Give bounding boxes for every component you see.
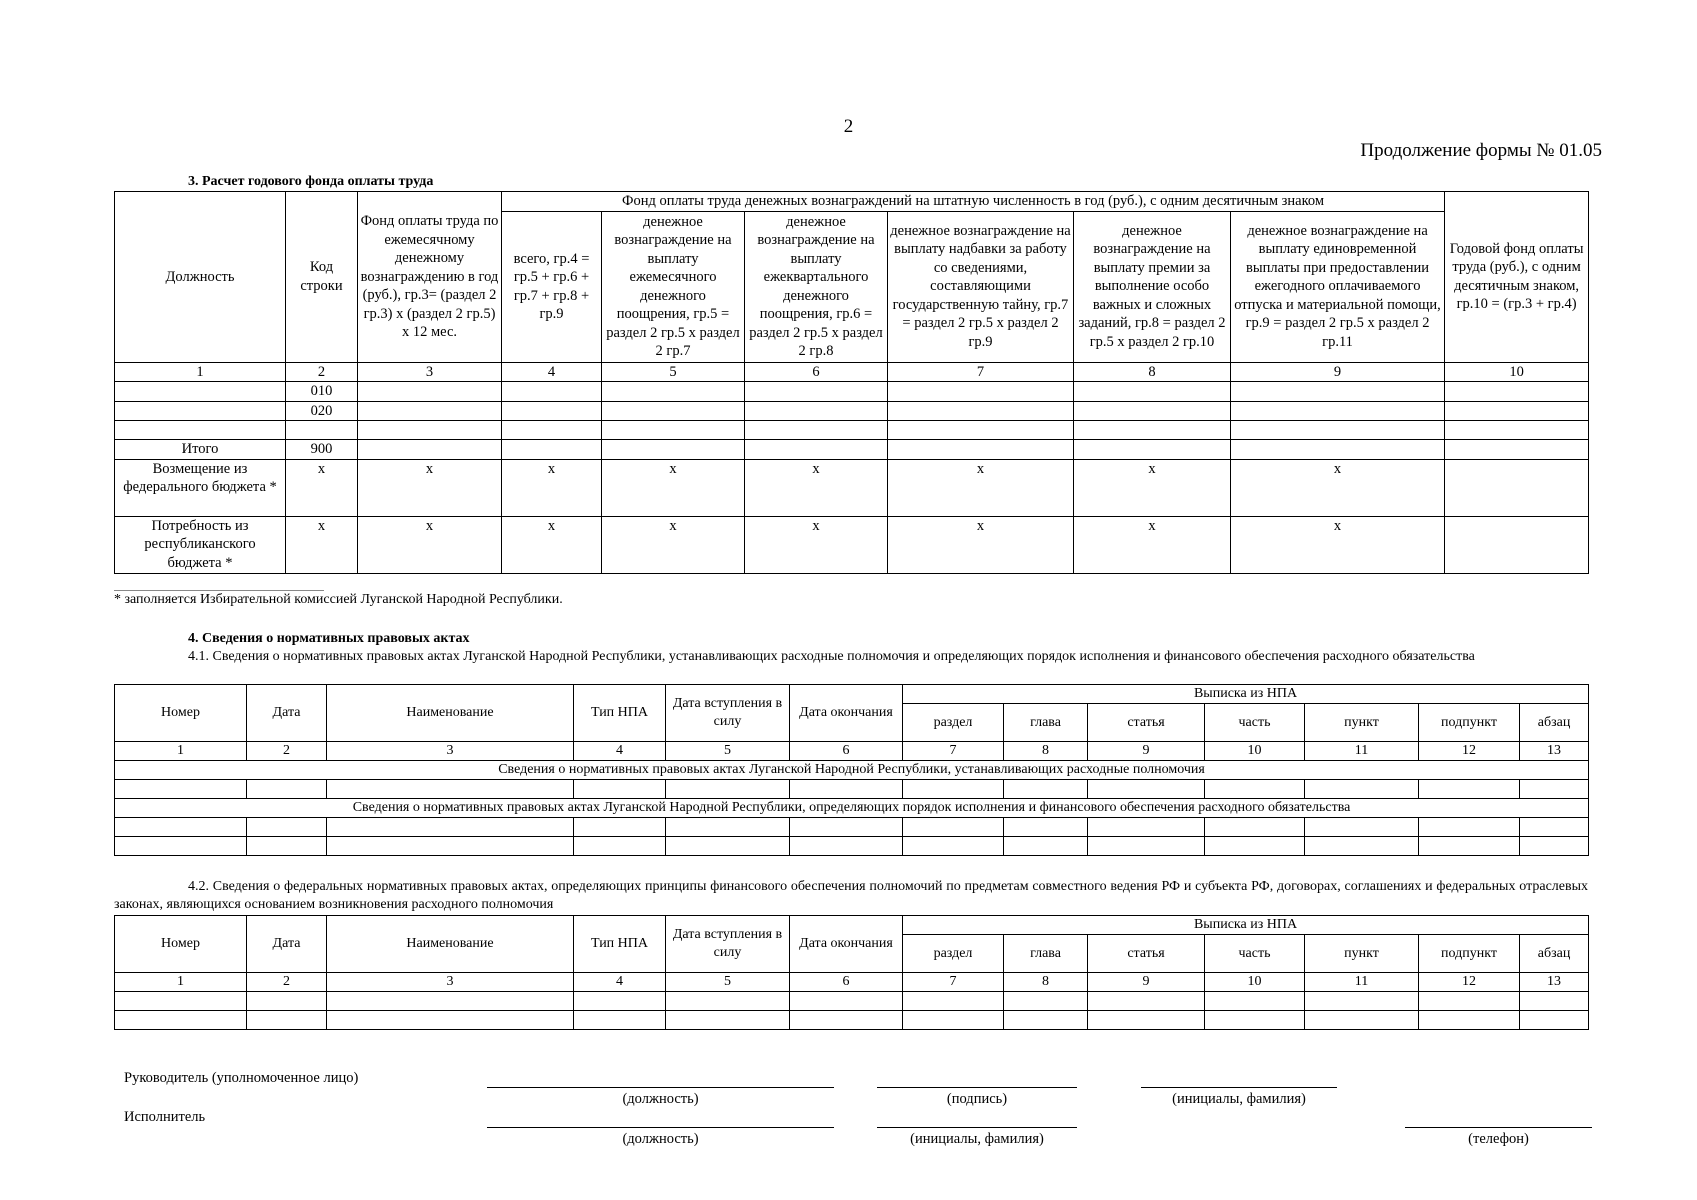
header-type: Тип НПА [574, 685, 666, 742]
header-item: пункт [1305, 935, 1419, 973]
cell [1445, 382, 1589, 402]
col-num: 7 [903, 973, 1004, 992]
col-num: 13 [1520, 973, 1589, 992]
header-name: Наименование [327, 916, 574, 973]
header-part: часть [1205, 704, 1305, 742]
cell [745, 421, 888, 440]
col-num: 6 [745, 362, 888, 382]
header-number: Номер [115, 685, 247, 742]
header-chapter: глава [1004, 704, 1088, 742]
col-num: 7 [888, 362, 1074, 382]
header-annual-fund: Годовой фонд оплаты труда (руб.), с одним десятичным знаком, гр.10 = (гр.3 + гр.4) [1445, 192, 1589, 363]
total-row [115, 440, 1589, 460]
cell [1231, 382, 1445, 402]
cell [888, 401, 1074, 421]
header-secret-allowance: денежное вознаграждение на выплату надбавки за работу со сведениями, составляющими государственную тайну, гр.7 = раздел 2 гр.5 х раздел 2 гр.9 [888, 211, 1074, 362]
row-code: 020 [286, 401, 358, 421]
header-monthly-bonus: денежное вознаграждение на выплату ежемесячного денежного поощрения, гр.5 = раздел 2 гр.5 х раздел 2 гр.7 [602, 211, 745, 362]
header-date: Дата [247, 916, 327, 973]
x-mark: х [358, 459, 502, 516]
header-important-tasks: денежное вознаграждение на выплату премии за выполнение особо важных и сложных заданий, гр.8 = раздел 2 гр.5 х раздел 2 гр.10 [1074, 211, 1231, 362]
col-num: 4 [502, 362, 602, 382]
cell [602, 401, 745, 421]
span-heading-powers: Сведения о нормативных правовых актах Луганской Народной Республики, устанавливающих расходные полномочия [115, 761, 1589, 780]
col-num: 6 [790, 973, 903, 992]
x-mark: х [1074, 516, 1231, 573]
cell [1445, 516, 1589, 573]
header-subitem: подпункт [1419, 935, 1520, 973]
cell [888, 440, 1074, 460]
x-mark: х [888, 516, 1074, 573]
span-heading-obligations: Сведения о нормативных правовых актах Луганской Народной Республики, определяющих порядок исполнения и финансового обеспечения расходного обязательства [115, 799, 1589, 818]
col-num: 6 [790, 742, 903, 761]
row-code: 010 [286, 382, 358, 402]
section-4-title: 4. Сведения о нормативных правовых актах [188, 631, 470, 646]
col-num: 9 [1231, 362, 1445, 382]
section-4-2-text: 4.2. Сведения о федеральных нормативных правовых актах, определяющих принципы финансового обеспечения полномочий по предметам совместного ведения РФ и субъекта РФ, договорах, соглашениях и федеральных отраслевых законах, являющихся основанием возникновения расходного полномочия [114, 879, 1588, 912]
cell [1445, 440, 1589, 460]
row-code [286, 421, 358, 440]
cell [745, 440, 888, 460]
payroll-fund-table [114, 191, 1589, 574]
col-num: 11 [1305, 973, 1419, 992]
header-paragraph: абзац [1520, 935, 1589, 973]
table-row [115, 837, 1589, 856]
head-label: Руководитель (уполномоченное лицо) [124, 1070, 359, 1086]
cell [745, 401, 888, 421]
col-num: 12 [1419, 973, 1520, 992]
executor-phone-line[interactable] [1405, 1127, 1592, 1128]
header-quarterly-bonus: денежное вознаграждение на выплату ежеквартального денежного поощрения, гр.6 = раздел 2 гр.5 х раздел 2 гр.8 [745, 211, 888, 362]
col-num: 11 [1305, 742, 1419, 761]
col-num: 3 [358, 362, 502, 382]
cell [502, 421, 602, 440]
col-num: 10 [1205, 742, 1305, 761]
cell [358, 401, 502, 421]
executor-label: Исполнитель [124, 1109, 206, 1125]
col-num: 2 [247, 742, 327, 761]
header-chapter: глава [1004, 935, 1088, 973]
row-label [115, 401, 286, 421]
header-part: часть [1205, 935, 1305, 973]
header-start-date: Дата вступления в силу [666, 685, 790, 742]
form-continuation-title: Продолжение формы № 01.05 [1360, 140, 1602, 161]
column-numbers-row [115, 742, 1589, 761]
head-initials-line[interactable] [1141, 1087, 1337, 1088]
x-mark: х [502, 516, 602, 573]
header-extract: Выписка из НПА [903, 916, 1589, 935]
header-fund-monthly: Фонд оплаты труда по ежемесячному денежному вознаграждению в год (руб.), гр.3= (раздел 2 гр.3) х (раздел 2 гр.5) х 12 мес. [358, 192, 502, 363]
head-initials-caption: (инициалы, фамилия) [1172, 1091, 1306, 1107]
row-label [115, 421, 286, 440]
header-start-date: Дата вступления в силу [666, 916, 790, 973]
table-row [115, 401, 1589, 421]
footnote-divider [114, 590, 324, 591]
x-mark: х [745, 459, 888, 516]
cell [1445, 459, 1589, 516]
cell [745, 382, 888, 402]
header-name: Наименование [327, 685, 574, 742]
header-article: статья [1088, 935, 1205, 973]
head-signature-caption: (подпись) [946, 1091, 1008, 1107]
cell [1074, 440, 1231, 460]
x-mark: х [602, 516, 745, 573]
cell [1231, 401, 1445, 421]
cell [602, 421, 745, 440]
cell [888, 382, 1074, 402]
section-4-1-text: 4.1. Сведения о нормативных правовых актах Луганской Народной Республики, устанавливающих расходные полномочия и определяющих порядок исполнения и финансового обеспечения расходного обязательства [188, 649, 1475, 664]
col-num: 8 [1004, 973, 1088, 992]
x-mark: х [602, 459, 745, 516]
cell [1231, 440, 1445, 460]
cell [602, 382, 745, 402]
header-subitem: подпункт [1419, 704, 1520, 742]
col-num: 10 [1445, 362, 1589, 382]
row-label [115, 382, 286, 402]
col-num: 5 [666, 973, 790, 992]
header-fund-group: Фонд оплаты труда денежных вознаграждений на штатную численность в год (руб.), с одним десятичным знаком [502, 192, 1445, 212]
cell [1445, 421, 1589, 440]
table-row [115, 1011, 1589, 1030]
footnote: * заполняется Избирательной комиссией Луганской Народной Республики. [114, 592, 563, 607]
col-num: 2 [286, 362, 358, 382]
header-article: статья [1088, 704, 1205, 742]
row-label: Потребность из республиканского бюджета * [115, 516, 286, 573]
x-mark: х [888, 459, 1074, 516]
cell [502, 382, 602, 402]
col-num: 7 [903, 742, 1004, 761]
header-type: Тип НПА [574, 916, 666, 973]
executor-position-caption: (должность) [622, 1131, 699, 1147]
col-num: 3 [327, 742, 574, 761]
table-row [115, 382, 1589, 402]
executor-phone-caption: (телефон) [1468, 1131, 1529, 1147]
x-mark: х [358, 516, 502, 573]
x-mark: х [286, 459, 358, 516]
head-position-caption: (должность) [622, 1091, 699, 1107]
table-row [115, 780, 1589, 799]
head-signature-line[interactable] [877, 1087, 1077, 1088]
col-num: 1 [115, 362, 286, 382]
regional-acts-table [114, 684, 1589, 856]
cell [358, 421, 502, 440]
table-row [115, 818, 1589, 837]
x-mark: х [1231, 459, 1445, 516]
header-end-date: Дата окончания [790, 685, 903, 742]
republic-need-row [115, 516, 1589, 573]
cell [358, 382, 502, 402]
cell [358, 440, 502, 460]
header-total: всего, гр.4 = гр.5 + гр.6 + гр.7 + гр.8 + гр.9 [502, 211, 602, 362]
cell [888, 421, 1074, 440]
cell [1074, 382, 1231, 402]
header-section: раздел [903, 935, 1004, 973]
table-row [115, 992, 1589, 1011]
header-position: Должность [115, 192, 286, 363]
row-code: 900 [286, 440, 358, 460]
col-num: 2 [247, 973, 327, 992]
column-numbers-row [115, 973, 1589, 992]
cell [1445, 401, 1589, 421]
head-position-line[interactable] [487, 1087, 834, 1088]
cell [1074, 421, 1231, 440]
section-3-title: 3. Расчет годового фонда оплаты труда [188, 174, 434, 189]
x-mark: х [1231, 516, 1445, 573]
header-row-code: Код строки [286, 192, 358, 363]
header-date: Дата [247, 685, 327, 742]
col-num: 4 [574, 973, 666, 992]
col-num: 4 [574, 742, 666, 761]
cell [1231, 421, 1445, 440]
federal-reimbursement-row [115, 459, 1589, 516]
header-end-date: Дата окончания [790, 916, 903, 973]
executor-position-line[interactable] [487, 1127, 834, 1128]
federal-acts-table [114, 915, 1589, 1030]
x-mark: х [1074, 459, 1231, 516]
col-num: 3 [327, 973, 574, 992]
col-num: 1 [115, 742, 247, 761]
header-onetime-payment: денежное вознаграждение на выплату единовременной выплаты при предоставлении ежегодного оплачиваемого отпуска и материальной помощи, гр.9 = раздел 2 гр.5 х раздел 2 гр.11 [1231, 211, 1445, 362]
col-num: 5 [602, 362, 745, 382]
col-num: 10 [1205, 973, 1305, 992]
executor-initials-line[interactable] [877, 1127, 1077, 1128]
col-num: 8 [1074, 362, 1231, 382]
header-paragraph: абзац [1520, 704, 1589, 742]
cell [502, 440, 602, 460]
row-label: Возмещение из федерального бюджета * [115, 459, 286, 516]
x-mark: х [745, 516, 888, 573]
x-mark: х [502, 459, 602, 516]
cell [1074, 401, 1231, 421]
col-num: 1 [115, 973, 247, 992]
header-section: раздел [903, 704, 1004, 742]
col-num: 12 [1419, 742, 1520, 761]
col-num: 5 [666, 742, 790, 761]
header-item: пункт [1305, 704, 1419, 742]
header-extract: Выписка из НПА [903, 685, 1589, 704]
page-number: 2 [843, 116, 854, 137]
table-row [115, 421, 1589, 440]
x-mark: х [286, 516, 358, 573]
header-number: Номер [115, 916, 247, 973]
column-numbers-row [115, 362, 1589, 382]
cell [502, 401, 602, 421]
col-num: 9 [1088, 742, 1205, 761]
col-num: 8 [1004, 742, 1088, 761]
row-label: Итого [115, 440, 286, 460]
col-num: 13 [1520, 742, 1589, 761]
col-num: 9 [1088, 973, 1205, 992]
executor-initials-caption: (инициалы, фамилия) [910, 1131, 1044, 1147]
cell [602, 440, 745, 460]
